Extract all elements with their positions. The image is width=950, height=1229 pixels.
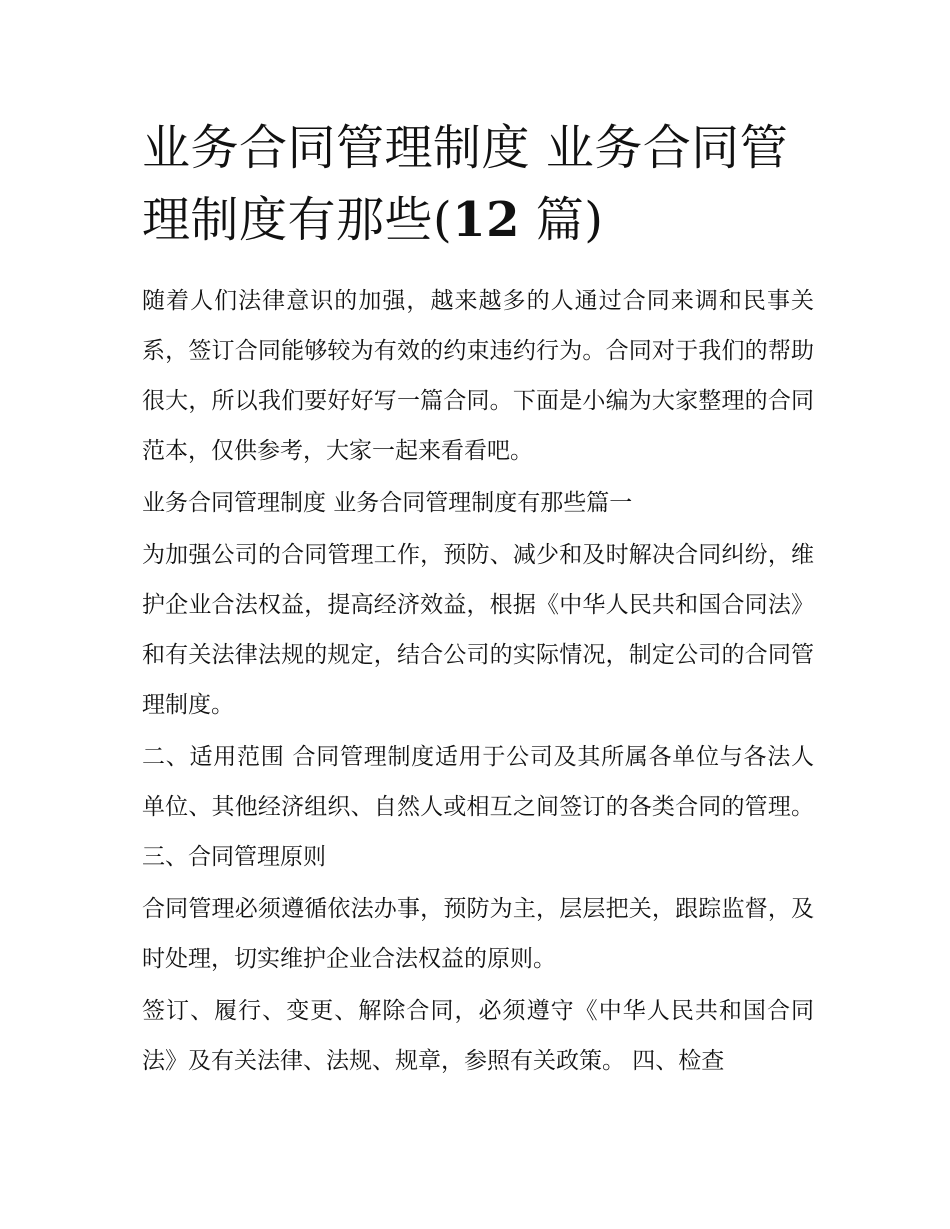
- body-paragraph: 为加强公司的合同管理工作，预防、减少和及时解决合同纠纷，维护企业合法权益，提高经济效益，根据《中华人民共和国合同法》和有关法律法规的规定，结合公司的实际情况，制定公司的合同管理制度。: [142, 542, 814, 718]
- title-count: 12: [452, 192, 521, 248]
- title-text-part2: 篇): [520, 192, 604, 248]
- title-text-part1: 业务合同管理制度 业务合同管理制度有那些(: [142, 120, 789, 248]
- body-paragraph: 签订、履行、变更、解除合同，必须遵守《中华人民共和国合同法》及有关法律、法规、规章，参照有关政策。 四、检查: [142, 998, 814, 1074]
- section-heading: 业务合同管理制度 业务合同管理制度有那些篇一: [142, 490, 633, 516]
- intro-paragraph: 随着人们法律意识的加强，越来越多的人通过合同来调和民事关系，签订合同能够较为有效的约束违约行为。合同对于我们的帮助很大，所以我们要好好写一篇合同。下面是小编为大家整理的合同范本，仅供参考，大家一起来看看吧。: [142, 288, 814, 464]
- document-title: [142, 112, 814, 256]
- body-paragraph: 合同管理必须遵循依法办事，预防为主，层层把关，跟踪监督，及时处理，切实维护企业合法权益的原则。: [142, 896, 814, 972]
- document-page: [142, 112, 814, 1088]
- body-paragraph: 二、适用范围 合同管理制度适用于公司及其所属各单位与各法人单位、其他经济组织、自然人或相互之间签订的各类合同的管理。 三、合同管理原则: [142, 744, 814, 870]
